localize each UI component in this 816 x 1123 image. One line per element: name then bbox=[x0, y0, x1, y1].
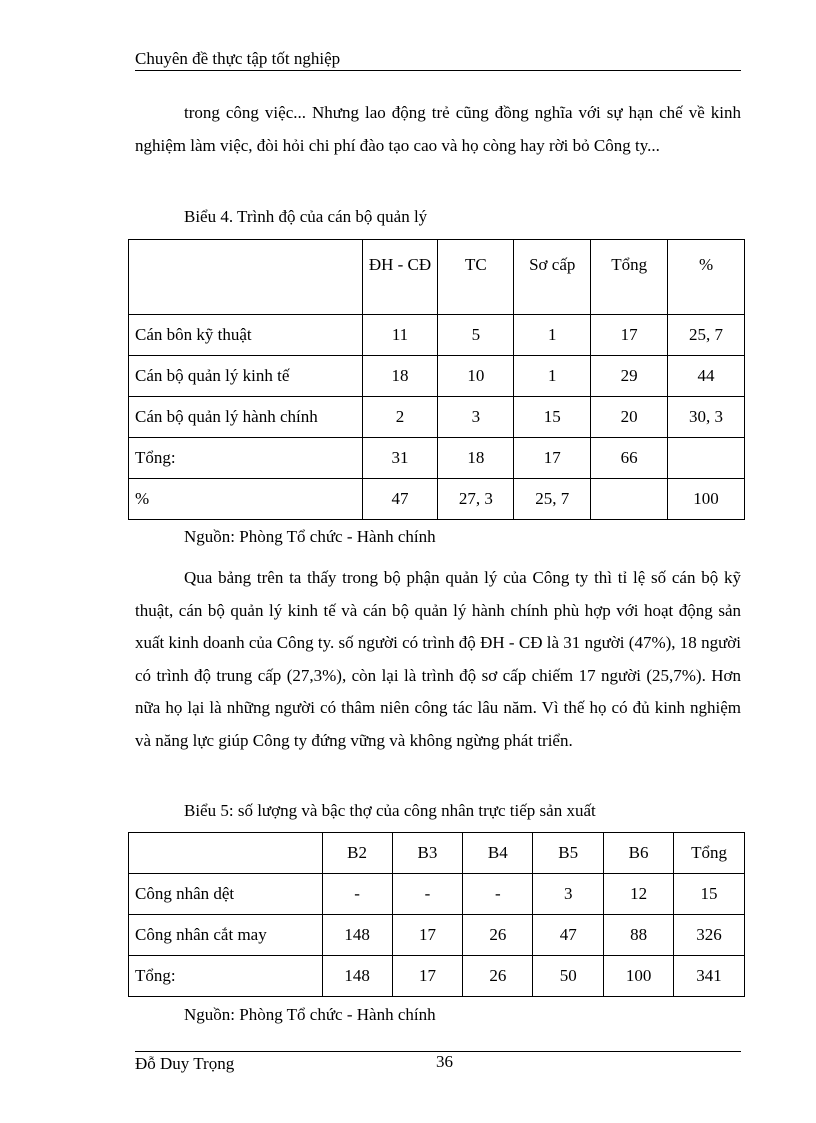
cell: 1 bbox=[514, 315, 591, 356]
table2-caption: Biểu 5: số lượng và bậc thợ của công nhân trực tiếp sản xuất bbox=[184, 801, 596, 820]
header-cell: Sơ cấp bbox=[514, 240, 591, 315]
cell: 17 bbox=[392, 915, 463, 956]
table-worker-grades bbox=[128, 832, 745, 997]
cell: 31 bbox=[362, 438, 438, 479]
cell: 11 bbox=[362, 315, 438, 356]
cell: 20 bbox=[591, 397, 668, 438]
table1-caption: Biểu 4. Trình độ của cán bộ quản lý bbox=[184, 207, 428, 226]
cell: 44 bbox=[668, 356, 745, 397]
header-rule bbox=[135, 70, 741, 71]
cell: 47 bbox=[533, 915, 604, 956]
table-row bbox=[129, 438, 745, 479]
header-cell: B3 bbox=[392, 833, 463, 874]
paragraph-intro: trong công việc... Nhưng lao động trẻ cũng đồng nghĩa với sự hạn chế về kinh nghiệm làm việc, đòi hỏi chi phí đào tạo cao và họ còng hay rời bỏ Công ty... bbox=[135, 103, 741, 155]
cell: 15 bbox=[514, 397, 591, 438]
table-header-row bbox=[129, 240, 745, 315]
header-cell: ĐH - CĐ bbox=[362, 240, 438, 315]
cell: 17 bbox=[392, 956, 463, 997]
header-cell: Tổng bbox=[674, 833, 745, 874]
row-label: Tổng: bbox=[129, 438, 363, 479]
cell bbox=[591, 479, 668, 520]
header-title: Chuyên đề thực tập tốt nghiệp bbox=[135, 49, 341, 68]
cell: 17 bbox=[514, 438, 591, 479]
row-label: Cán bộ quản lý kinh tế bbox=[129, 356, 363, 397]
cell: 341 bbox=[674, 956, 745, 997]
paragraph-analysis: Qua bảng trên ta thấy trong bộ phận quản lý của Công ty thì tỉ lệ số cán bộ kỹ thuật, cán bộ quản lý kinh tế và cán bộ quản lý hành chính phù hợp với hoạt động sản xuất kinh doanh của Công ty. số người có trình độ ĐH - CĐ là 31 người (47%), 18 người có trình độ trung cấp (27,3%), còn lại là trình độ sơ cấp chiếm 17 người (25,7%). Hơn nữa họ lại là những người có thâm niên công tác lâu năm. Vì thế họ có đủ kinh nghiệm và năng lực giúp Công ty đứng vững và không ngừng phát triển. bbox=[135, 568, 741, 750]
cell: 5 bbox=[438, 315, 514, 356]
header-cell bbox=[129, 240, 363, 315]
row-label: Công nhân cắt may bbox=[129, 915, 323, 956]
cell: 17 bbox=[591, 315, 668, 356]
header-cell: B6 bbox=[604, 833, 674, 874]
footer-author: Đỗ Duy Trọng bbox=[135, 1054, 235, 1073]
row-label: Công nhân dệt bbox=[129, 874, 323, 915]
row-label: Cán bôn kỹ thuật bbox=[129, 315, 363, 356]
table-management-qualifications bbox=[128, 239, 745, 520]
cell: - bbox=[463, 874, 533, 915]
cell: 25, 7 bbox=[514, 479, 591, 520]
cell bbox=[668, 438, 745, 479]
header-cell: TC bbox=[438, 240, 514, 315]
cell: 3 bbox=[533, 874, 604, 915]
table-row bbox=[129, 479, 745, 520]
row-label: % bbox=[129, 479, 363, 520]
table-row bbox=[129, 356, 745, 397]
cell: - bbox=[322, 874, 392, 915]
header-cell: Tổng bbox=[591, 240, 668, 315]
cell: 50 bbox=[533, 956, 604, 997]
table-header-row bbox=[129, 833, 745, 874]
cell: 12 bbox=[604, 874, 674, 915]
table-row bbox=[129, 315, 745, 356]
cell: 326 bbox=[674, 915, 745, 956]
cell: 2 bbox=[362, 397, 438, 438]
cell: 148 bbox=[322, 956, 392, 997]
cell: 15 bbox=[674, 874, 745, 915]
cell: 3 bbox=[438, 397, 514, 438]
table-row bbox=[129, 874, 745, 915]
cell: 18 bbox=[362, 356, 438, 397]
cell: 47 bbox=[362, 479, 438, 520]
cell: 10 bbox=[438, 356, 514, 397]
cell: 1 bbox=[514, 356, 591, 397]
cell: 88 bbox=[604, 915, 674, 956]
cell: 66 bbox=[591, 438, 668, 479]
cell: 148 bbox=[322, 915, 392, 956]
table-row bbox=[129, 397, 745, 438]
header-cell: % bbox=[668, 240, 745, 315]
cell: 25, 7 bbox=[668, 315, 745, 356]
table2-source: Nguồn: Phòng Tổ chức - Hành chính bbox=[184, 1005, 436, 1024]
header-cell: B2 bbox=[322, 833, 392, 874]
cell: 100 bbox=[668, 479, 745, 520]
cell: 27, 3 bbox=[438, 479, 514, 520]
page-number: 36 bbox=[436, 1052, 453, 1071]
cell: 26 bbox=[463, 915, 533, 956]
cell: 30, 3 bbox=[668, 397, 745, 438]
row-label: Cán bộ quản lý hành chính bbox=[129, 397, 363, 438]
table-row bbox=[129, 956, 745, 997]
cell: - bbox=[392, 874, 463, 915]
table-row bbox=[129, 915, 745, 956]
cell: 18 bbox=[438, 438, 514, 479]
cell: 26 bbox=[463, 956, 533, 997]
header-cell bbox=[129, 833, 323, 874]
header-cell: B4 bbox=[463, 833, 533, 874]
row-label: Tổng: bbox=[129, 956, 323, 997]
header-cell: B5 bbox=[533, 833, 604, 874]
table1-source: Nguồn: Phòng Tổ chức - Hành chính bbox=[184, 527, 436, 546]
cell: 29 bbox=[591, 356, 668, 397]
cell: 100 bbox=[604, 956, 674, 997]
